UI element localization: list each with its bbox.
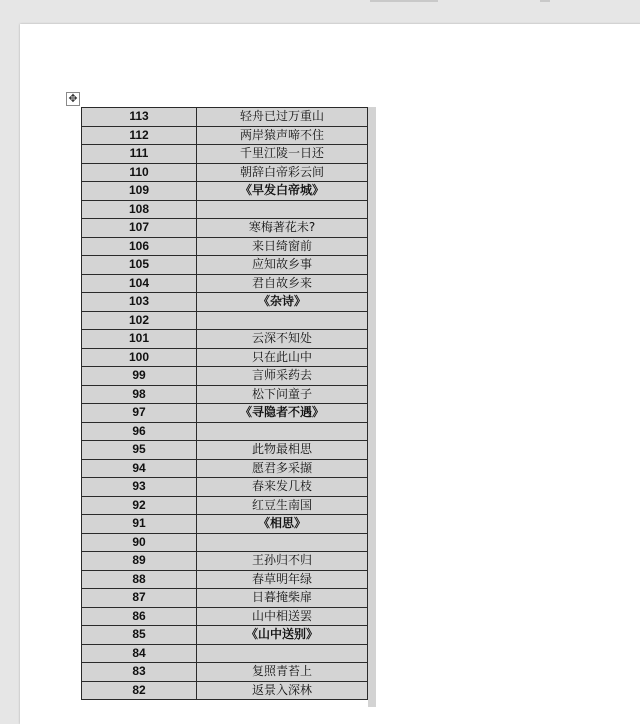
window-top-strip [0, 0, 640, 24]
table-row [82, 108, 368, 127]
row-number-cell[interactable]: 92 [82, 496, 197, 515]
poem-line-cell[interactable]: 千里江陵一日还 [197, 145, 368, 164]
poem-line-cell[interactable]: 言师采药去 [197, 367, 368, 386]
poem-table[interactable] [81, 107, 368, 700]
poem-line-cell[interactable]: 此物最相思 [197, 441, 368, 460]
row-number-cell[interactable]: 88 [82, 570, 197, 589]
table-row [82, 145, 368, 164]
table-row [82, 515, 368, 534]
table-row [82, 182, 368, 201]
poem-line-cell[interactable]: 日暮掩柴扉 [197, 589, 368, 608]
poem-line-cell[interactable] [197, 644, 368, 663]
row-number-cell[interactable]: 98 [82, 385, 197, 404]
table-row [82, 293, 368, 312]
table-row [82, 570, 368, 589]
table-row [82, 459, 368, 478]
row-number-cell[interactable]: 109 [82, 182, 197, 201]
table-row [82, 533, 368, 552]
table-row [82, 348, 368, 367]
row-number-cell[interactable]: 112 [82, 126, 197, 145]
poem-title-cell[interactable]: 《早发白帝城》 [197, 182, 368, 201]
table-right-shade [368, 107, 376, 707]
row-number-cell[interactable]: 87 [82, 589, 197, 608]
table-row [82, 367, 368, 386]
table-row [82, 163, 368, 182]
poem-line-cell[interactable]: 春草明年绿 [197, 570, 368, 589]
move-arrows-icon[interactable]: ✥ [66, 92, 80, 106]
table-row [82, 496, 368, 515]
table-row [82, 644, 368, 663]
row-number-cell[interactable]: 94 [82, 459, 197, 478]
table-row [82, 237, 368, 256]
table-row [82, 330, 368, 349]
table-row [82, 607, 368, 626]
row-number-cell[interactable]: 104 [82, 274, 197, 293]
poem-title-cell[interactable]: 《杂诗》 [197, 293, 368, 312]
row-number-cell[interactable]: 103 [82, 293, 197, 312]
row-number-cell[interactable]: 110 [82, 163, 197, 182]
table-row [82, 626, 368, 645]
poem-title-cell[interactable]: 《寻隐者不遇》 [197, 404, 368, 423]
row-number-cell[interactable]: 101 [82, 330, 197, 349]
poem-line-cell[interactable] [197, 311, 368, 330]
row-number-cell[interactable]: 90 [82, 533, 197, 552]
poem-line-cell[interactable]: 返景入深林 [197, 681, 368, 700]
ruler-segment [370, 0, 438, 2]
table-row [82, 274, 368, 293]
poem-line-cell[interactable] [197, 200, 368, 219]
poem-table-container [81, 107, 368, 700]
row-number-cell[interactable]: 89 [82, 552, 197, 571]
poem-line-cell[interactable]: 松下问童子 [197, 385, 368, 404]
poem-line-cell[interactable]: 应知故乡事 [197, 256, 368, 275]
table-row [82, 552, 368, 571]
poem-line-cell[interactable]: 朝辞白帝彩云间 [197, 163, 368, 182]
table-row [82, 404, 368, 423]
table-row [82, 441, 368, 460]
poem-line-cell[interactable]: 红豆生南国 [197, 496, 368, 515]
row-number-cell[interactable]: 97 [82, 404, 197, 423]
row-number-cell[interactable]: 108 [82, 200, 197, 219]
table-row [82, 311, 368, 330]
row-number-cell[interactable]: 83 [82, 663, 197, 682]
row-number-cell[interactable]: 91 [82, 515, 197, 534]
row-number-cell[interactable]: 105 [82, 256, 197, 275]
row-number-cell[interactable]: 84 [82, 644, 197, 663]
table-row [82, 126, 368, 145]
row-number-cell[interactable]: 102 [82, 311, 197, 330]
poem-line-cell[interactable] [197, 422, 368, 441]
table-row [82, 385, 368, 404]
row-number-cell[interactable]: 106 [82, 237, 197, 256]
table-row [82, 256, 368, 275]
row-number-cell[interactable]: 93 [82, 478, 197, 497]
poem-line-cell[interactable]: 山中相送罢 [197, 607, 368, 626]
poem-line-cell[interactable]: 君自故乡来 [197, 274, 368, 293]
poem-line-cell[interactable]: 轻舟已过万重山 [197, 108, 368, 127]
poem-line-cell[interactable]: 愿君多采撷 [197, 459, 368, 478]
row-number-cell[interactable]: 96 [82, 422, 197, 441]
row-number-cell[interactable]: 82 [82, 681, 197, 700]
table-row [82, 219, 368, 238]
poem-line-cell[interactable]: 云深不知处 [197, 330, 368, 349]
table-row [82, 663, 368, 682]
poem-title-cell[interactable]: 《相思》 [197, 515, 368, 534]
poem-table-body [82, 108, 368, 700]
table-row [82, 589, 368, 608]
poem-line-cell[interactable]: 只在此山中 [197, 348, 368, 367]
table-row [82, 478, 368, 497]
row-number-cell[interactable]: 86 [82, 607, 197, 626]
row-number-cell[interactable]: 107 [82, 219, 197, 238]
poem-line-cell[interactable]: 来日绮窗前 [197, 237, 368, 256]
poem-line-cell[interactable] [197, 533, 368, 552]
poem-line-cell[interactable]: 春来发几枝 [197, 478, 368, 497]
row-number-cell[interactable]: 99 [82, 367, 197, 386]
row-number-cell[interactable]: 85 [82, 626, 197, 645]
poem-title-cell[interactable]: 《山中送别》 [197, 626, 368, 645]
poem-line-cell[interactable]: 寒梅著花未? [197, 219, 368, 238]
poem-line-cell[interactable]: 王孙归不归 [197, 552, 368, 571]
row-number-cell[interactable]: 95 [82, 441, 197, 460]
table-row [82, 200, 368, 219]
poem-line-cell[interactable]: 两岸猿声啼不住 [197, 126, 368, 145]
row-number-cell[interactable]: 111 [82, 145, 197, 164]
table-row [82, 681, 368, 700]
row-number-cell[interactable]: 113 [82, 108, 197, 127]
ruler-segment [540, 0, 550, 2]
table-row [82, 422, 368, 441]
row-number-cell[interactable]: 100 [82, 348, 197, 367]
poem-line-cell[interactable]: 复照青苔上 [197, 663, 368, 682]
